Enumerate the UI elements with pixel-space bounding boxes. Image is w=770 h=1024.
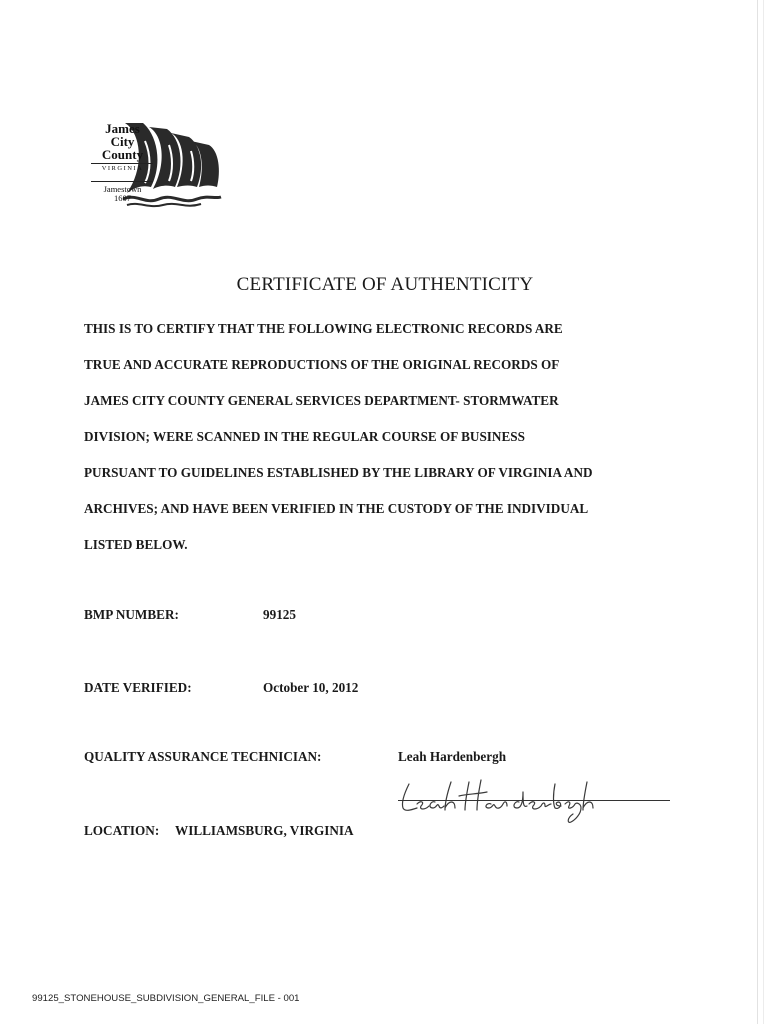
- logo-text-jamestown: Jamestown: [103, 184, 142, 194]
- logo-text-virginia: VIRGINIA: [101, 165, 144, 172]
- paragraph-line: DIVISION; WERE SCANNED IN THE REGULAR COURSE OF BUSINESS: [84, 429, 525, 444]
- paragraph-line: ARCHIVES; AND HAVE BEEN VERIFIED IN THE CUSTODY OF THE INDIVIDUAL: [84, 501, 589, 516]
- logo-rule: [91, 163, 153, 164]
- paragraph-line: PURSUANT TO GUIDELINES ESTABLISHED BY THE LIBRARY OF VIRGINIA AND: [84, 465, 593, 480]
- file-id-footer: 99125_STONEHOUSE_SUBDIVISION_GENERAL_FILE - 001: [32, 993, 300, 1004]
- paragraph-line: LISTED BELOW.: [84, 537, 188, 552]
- bmp-number-value: 99125: [263, 607, 296, 622]
- date-verified-label: DATE VERIFIED:: [84, 680, 192, 695]
- signature-line: [398, 800, 670, 801]
- page-title: CERTIFICATE OF AUTHENTICITY: [236, 274, 534, 295]
- certification-paragraph: [84, 320, 724, 572]
- logo-text-city: City: [110, 134, 135, 149]
- james-city-county-logo: [85, 115, 225, 215]
- qa-technician-label: QUALITY ASSURANCE TECHNICIAN:: [84, 749, 322, 764]
- location-value: WILLIAMSBURG, VIRGINIA: [175, 823, 354, 838]
- logo-text-county: County: [101, 147, 144, 162]
- logo-rule: [91, 181, 153, 182]
- qa-technician-value: Leah Hardenbergh: [398, 749, 507, 764]
- paragraph-line: TRUE AND ACCURATE REPRODUCTIONS OF THE ORIGINAL RECORDS OF: [84, 357, 560, 372]
- paragraph-line: JAMES CITY COUNTY GENERAL SERVICES DEPARTMENT- STORMWATER: [84, 393, 559, 408]
- scan-edge-line: [763, 0, 764, 1024]
- scan-edge-line: [757, 0, 758, 1024]
- paragraph-line: THIS IS TO CERTIFY THAT THE FOLLOWING ELECTRONIC RECORDS ARE: [84, 321, 563, 336]
- logo-text-james: James: [105, 121, 140, 136]
- date-verified-value: October 10, 2012: [263, 680, 359, 695]
- bmp-number-label: BMP NUMBER:: [84, 607, 179, 622]
- location-label: LOCATION:: [84, 823, 160, 838]
- handwritten-signature: [395, 768, 610, 828]
- logo-text-year: 1607: [114, 193, 131, 203]
